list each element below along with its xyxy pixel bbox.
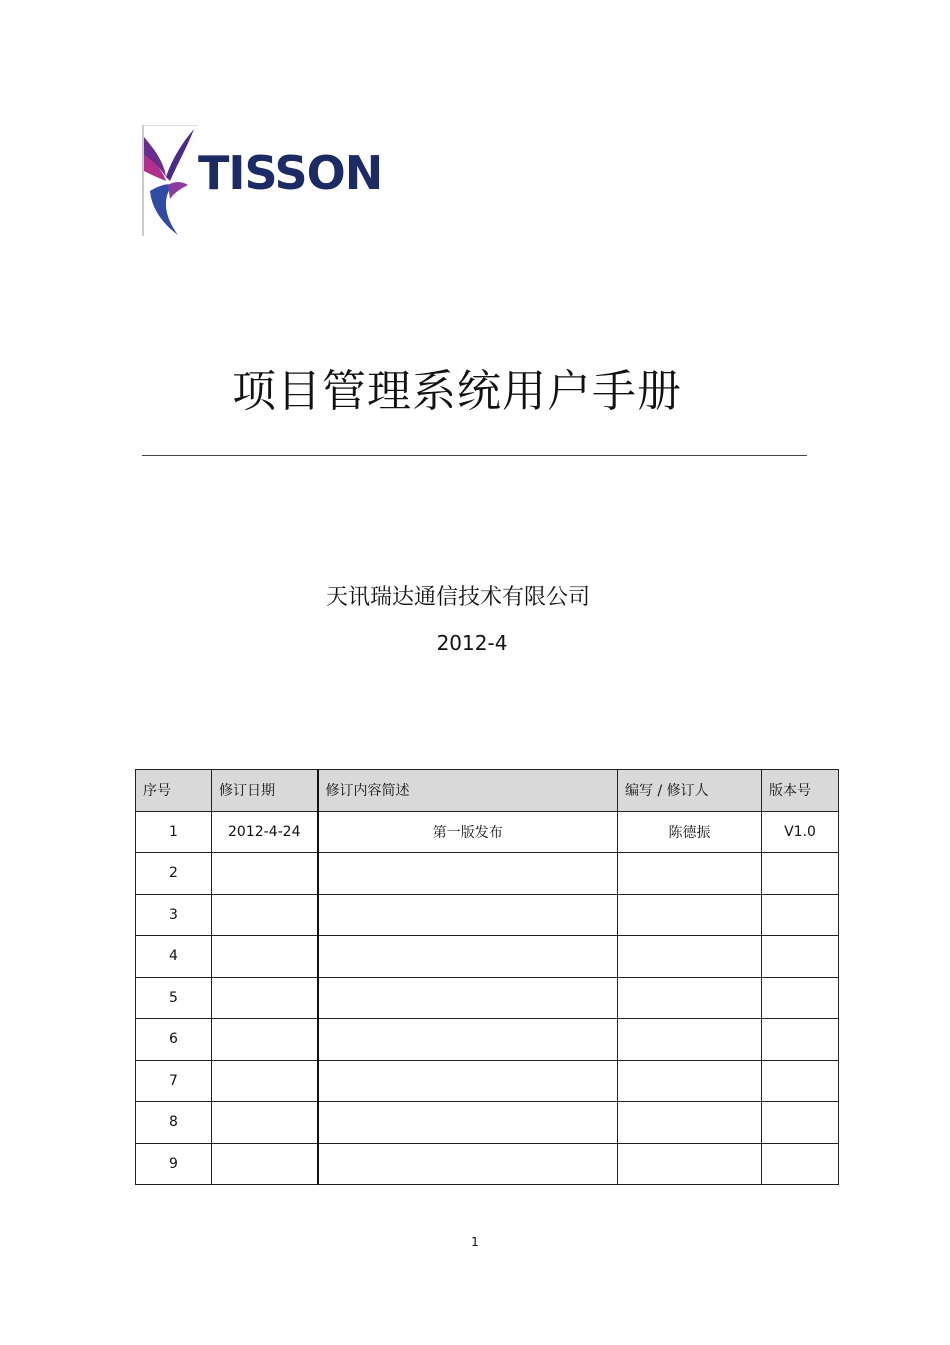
cell-summary bbox=[318, 1102, 618, 1144]
cell-summary bbox=[318, 1143, 618, 1185]
butterfly-icon bbox=[142, 125, 198, 237]
page-number: 1 bbox=[471, 1235, 479, 1249]
cell-date bbox=[212, 1019, 318, 1061]
cell-seq: 1 bbox=[136, 811, 212, 853]
cell-summary bbox=[318, 853, 618, 895]
table-row bbox=[136, 811, 839, 853]
table-row bbox=[136, 894, 839, 936]
cell-author bbox=[618, 853, 762, 895]
cell-version bbox=[762, 977, 839, 1019]
table-row bbox=[136, 977, 839, 1019]
cell-author bbox=[618, 1143, 762, 1185]
header-author: 编写 / 修订人 bbox=[618, 770, 762, 812]
company-name: 天讯瑞达通信技术有限公司 bbox=[325, 585, 590, 610]
cell-version bbox=[762, 1102, 839, 1144]
document-date: 2012-4 bbox=[436, 631, 508, 655]
cell-summary bbox=[318, 1060, 618, 1102]
logo-wordmark: TISSON bbox=[198, 146, 383, 200]
cell-author bbox=[618, 894, 762, 936]
cell-summary: 第一版发布 bbox=[318, 811, 618, 853]
cell-date bbox=[212, 1060, 318, 1102]
cell-date bbox=[212, 894, 318, 936]
cell-version bbox=[762, 1060, 839, 1102]
cell-version bbox=[762, 936, 839, 978]
cell-date bbox=[212, 1143, 318, 1185]
cell-date bbox=[212, 977, 318, 1019]
company-logo bbox=[142, 125, 383, 237]
cell-author bbox=[618, 1060, 762, 1102]
cell-date bbox=[212, 1102, 318, 1144]
cell-version bbox=[762, 894, 839, 936]
cell-version bbox=[762, 1143, 839, 1185]
cell-seq: 4 bbox=[136, 936, 212, 978]
cell-seq: 7 bbox=[136, 1060, 212, 1102]
table-row bbox=[136, 1060, 839, 1102]
table-row bbox=[136, 1102, 839, 1144]
cell-date bbox=[212, 853, 318, 895]
cell-seq: 5 bbox=[136, 977, 212, 1019]
cell-version bbox=[762, 1019, 839, 1061]
cell-author bbox=[618, 936, 762, 978]
table-row bbox=[136, 1143, 839, 1185]
cell-seq: 6 bbox=[136, 1019, 212, 1061]
header-summary: 修订内容简述 bbox=[318, 770, 618, 812]
cell-summary bbox=[318, 936, 618, 978]
cell-author: 陈德振 bbox=[618, 811, 762, 853]
table-row bbox=[136, 936, 839, 978]
table-header-row bbox=[136, 770, 839, 812]
title-divider bbox=[142, 455, 807, 456]
cell-date: 2012-4-24 bbox=[212, 811, 318, 853]
document-title: 项目管理系统用户手册 bbox=[232, 366, 682, 417]
header-version: 版本号 bbox=[762, 770, 839, 812]
cell-date bbox=[212, 936, 318, 978]
cell-summary bbox=[318, 977, 618, 1019]
cell-author bbox=[618, 977, 762, 1019]
revision-history-table bbox=[135, 769, 839, 1185]
cell-seq: 2 bbox=[136, 853, 212, 895]
cell-seq: 3 bbox=[136, 894, 212, 936]
table-row bbox=[136, 1019, 839, 1061]
header-seq: 序号 bbox=[136, 770, 212, 812]
cell-author bbox=[618, 1102, 762, 1144]
cell-summary bbox=[318, 894, 618, 936]
cell-seq: 9 bbox=[136, 1143, 212, 1185]
cell-summary bbox=[318, 1019, 618, 1061]
table-row bbox=[136, 853, 839, 895]
cell-version: V1.0 bbox=[762, 811, 839, 853]
cell-seq: 8 bbox=[136, 1102, 212, 1144]
header-date: 修订日期 bbox=[212, 770, 318, 812]
cell-version bbox=[762, 853, 839, 895]
cell-author bbox=[618, 1019, 762, 1061]
